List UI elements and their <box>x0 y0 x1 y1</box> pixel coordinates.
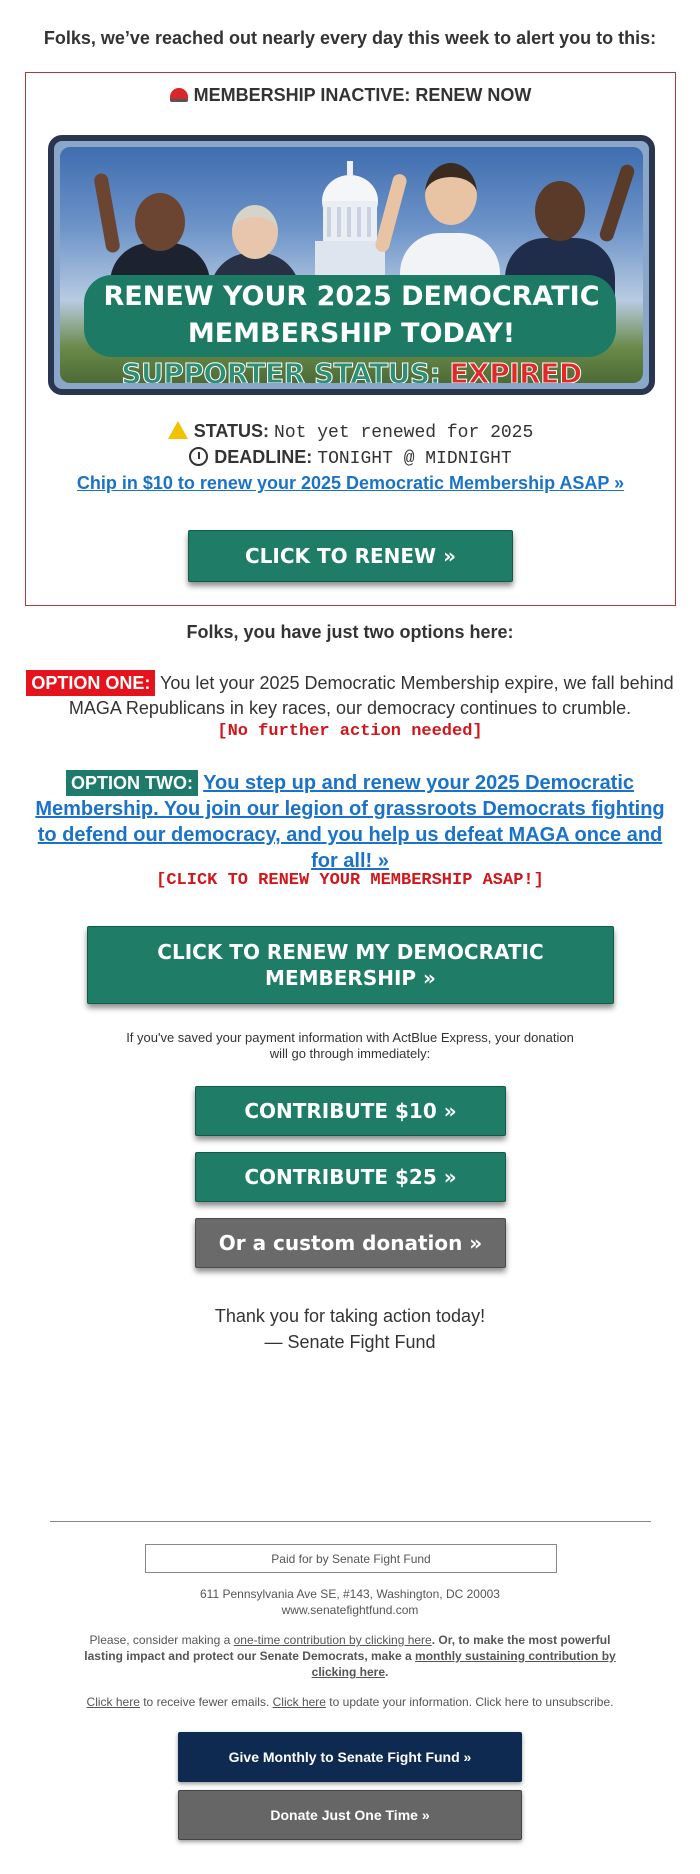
consider-prefix: Please, consider making a <box>89 1633 234 1647</box>
banner-line-1: RENEW YOUR 2025 DEMOCRATIC <box>103 281 600 312</box>
banner-line-2: MEMBERSHIP TODAY! <box>187 318 516 349</box>
renew-membership-button[interactable]: CLICK TO RENEW MY DEMOCRATIC MEMBERSHIP » <box>87 926 614 1004</box>
status-value: Not yet renewed for 2025 <box>274 423 534 443</box>
consider-mid: . Or, to make the most powerful lasting impact and protect our Senate Democrats, make a <box>84 1633 611 1663</box>
option-two-link[interactable]: You step up and renew your 2025 Democratic Membership. You join our legion of grassroots Democrats fighting to defend our democracy, and you help us defeat MAGA once and for all! » <box>35 772 665 872</box>
contribute-10-button[interactable]: CONTRIBUTE $10 » <box>195 1086 506 1136</box>
footer-address-block <box>0 1586 700 1618</box>
banner-status <box>60 357 643 383</box>
update-info-link[interactable]: Click here <box>272 1695 326 1709</box>
warning-icon <box>168 421 188 439</box>
options-heading: Folks, you have just two options here: <box>186 622 514 642</box>
footer-website: www.senatefightfund.com <box>281 1603 419 1617</box>
consider-end: . <box>385 1665 389 1679</box>
give-monthly-button[interactable]: Give Monthly to Senate Fight Fund » <box>178 1732 522 1782</box>
alert-headline <box>26 85 675 106</box>
one-time-contribution-link[interactable]: one-time contribution by clicking here <box>233 1633 432 1647</box>
actblue-note: If you've saved your payment information with ActBlue Express, your donation will go through immediately: <box>126 1030 574 1061</box>
option-one-text: You let your 2025 Democratic Membership expire, we fall behind MAGA Republicans in key races, our democracy continues to crumble. <box>68 673 674 718</box>
option-one-tag: OPTION ONE: <box>26 670 155 696</box>
option-two-note <box>0 871 700 890</box>
fewer-emails-text: to receive fewer emails. <box>139 1695 273 1709</box>
alert-headline-text: MEMBERSHIP INACTIVE: RENEW NOW <box>193 85 532 105</box>
footer-address: 611 Pennsylvania Ave SE, #143, Washington, DC 20003 <box>200 1587 500 1601</box>
siren-icon <box>170 88 188 102</box>
option-two-note-text: [CLICK TO RENEW YOUR MEMBERSHIP ASAP!] <box>156 871 544 890</box>
option-two-tag: OPTION TWO: <box>66 770 198 796</box>
banner-status-prefix: SUPPORTER STATUS: <box>121 357 450 383</box>
status-line <box>26 421 675 443</box>
contribute-25-button[interactable]: CONTRIBUTE $25 » <box>195 1152 506 1202</box>
hero-banner[interactable] <box>48 135 655 395</box>
custom-donation-button[interactable]: Or a custom donation » <box>195 1218 506 1268</box>
option-two[interactable] <box>25 770 675 874</box>
thanks-text: Thank you for taking action today! <box>214 1306 486 1326</box>
paid-for-box: Paid for by Senate Fight Fund <box>145 1544 557 1573</box>
fewer-emails-link[interactable]: Click here <box>86 1695 140 1709</box>
deadline-label: DEADLINE: <box>214 447 313 467</box>
banner-photo <box>60 147 643 383</box>
intro-text: Folks, we’ve reached out nearly every day this week to alert you to this: <box>43 28 657 48</box>
option-one-note-text: [No further action needed] <box>217 722 483 741</box>
update-info-text: to update your information. Click here to unsubscribe. <box>325 1695 614 1709</box>
monthly-contribution-link[interactable]: monthly sustaining contribution by clicking here <box>311 1649 616 1679</box>
alert-box <box>25 72 676 606</box>
clock-icon <box>189 447 208 466</box>
option-one <box>20 670 680 721</box>
option-one-note <box>0 722 700 741</box>
signature: — Senate Fight Fund <box>264 1332 436 1352</box>
donate-once-button[interactable]: Donate Just One Time » <box>178 1790 522 1840</box>
capitol-dome-icon <box>315 161 385 281</box>
banner-status-expired: EXPIRED <box>449 357 582 383</box>
signoff <box>0 1303 700 1355</box>
deadline-value: TONIGHT @ MIDNIGHT <box>317 449 512 469</box>
chip-in-link[interactable]: Chip in $10 to renew your 2025 Democratic Membership ASAP » <box>76 473 625 493</box>
footer-divider <box>50 1521 651 1522</box>
status-label: STATUS: <box>193 421 270 441</box>
deadline-line <box>26 447 675 469</box>
footer-links <box>0 1695 700 1709</box>
click-to-renew-button[interactable]: CLICK TO RENEW » <box>188 530 513 582</box>
footer-consider <box>70 1632 630 1680</box>
